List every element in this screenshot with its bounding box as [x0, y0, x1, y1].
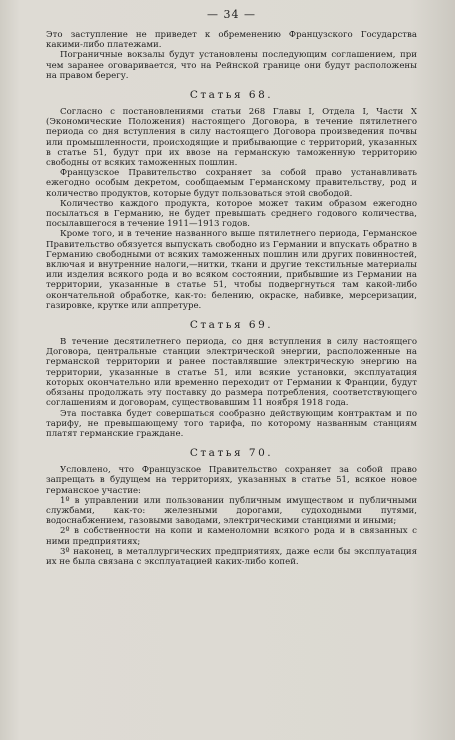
intro-paragraph: Пограничные вокзалы будут установлены последующим соглашением, при чем заранее оговаривается, что на Рейнской границе они будут расположены на правом берегу. [46, 50, 417, 81]
article-70-list-item: 1º в управлении или пользовании публичным имуществом и публичными службами, как-то: железными дорогами, судоходными путями, водоснабжением, газовыми заводами, электрическими станциями и иными; [46, 495, 417, 527]
article-68-paragraph: Количество каждого продукта, которое может таким образом ежегодно посылаться в Германию, не будет превышать среднего годового количества, посылавшегося в течение 1911—1913 годов. [46, 198, 417, 230]
article-68-paragraph: Согласно с постановлениями статьи 268 Главы I, Отдела I, Части X (Экономические Положения) настоящего Договора, в течение пятилетнего периода со дня вступления в силу настоящего Договора произведения почвы или промышленности, происходящие и прибывающие с территорий, указанных в статье 51, будут при их ввозе на германскую таможенную территорию свободны от всяких таможенных пошлин. [46, 107, 417, 169]
article-68-paragraph: Французское Правительство сохраняет за собой право устанавливать ежегодно особым декретом, сообщаемым Германскому правительству, род и количество продуктов, которые будут пользоваться этой свободой. [46, 168, 417, 199]
article-68-heading: Статья 68. [189, 89, 274, 102]
article-69-paragraph: В течение десятилетнего периода, со дня вступления в силу настоящего Договора, центральные станции электрической энергии, расположенные на германской территории и ранее поставлявшие электрическую энергию на территории, указанные в статье 51, или всякие установки, эксплуатация которых окончательно или временно переходит от Германии к Франции, будут обязаны продолжать эту поставку до размера потребления, соответствующего соглашениям и договорам, существовавшим 11 ноября 1918 года. [46, 337, 417, 409]
article-70-heading: Статья 70. [189, 447, 274, 460]
article-70-list-item: 2º в собственности на копи и каменоломни всякого рода и в связанных с ними предприятиях; [46, 526, 417, 547]
article-70-list-item: 3º наконец, в металлургических предприятиях, даже если бы эксплуатация их не была связана с эксплуатацией каких-либо копей. [46, 546, 417, 567]
article-69-paragraph: Эта поставка будет совершаться сообразно действующим контрактам и по тарифу, не превышающему того тарифа, по которому названным станциям платят германские граждане. [46, 408, 417, 439]
article-68-paragraph: Кроме того, и в течение названного выше пятилетнего периода, Германское Правительство обязуется выпускать свободно из Германии и впускать обратно в Германию свободными от всяких таможенных пошлин или других повинностей, включая и внутренние налоги,—нитки, ткани и другие текстильные материалы или изделия всякого рода и во всяком состоянии, прибывшие из Германии на территории, указанные в статье 51, чтобы подвергнуться там какой-либо окончательной обработке, как-то: белению, окраске, набивке, мерсеризации, газировке, крутке или аппретуре. [46, 229, 417, 311]
article-69-heading: Статья 69. [189, 319, 274, 332]
page-number: — 34 — [207, 8, 256, 21]
article-70-paragraph: Условлено, что Французское Правительство сохраняет за собой право запрещать в будущем на территориях, указанных в статье 51, всякое новое германское участие: [46, 465, 417, 496]
intro-paragraph: Это заступление не приведет к обременению Французского Государства какими-либо платежами. [46, 30, 417, 51]
